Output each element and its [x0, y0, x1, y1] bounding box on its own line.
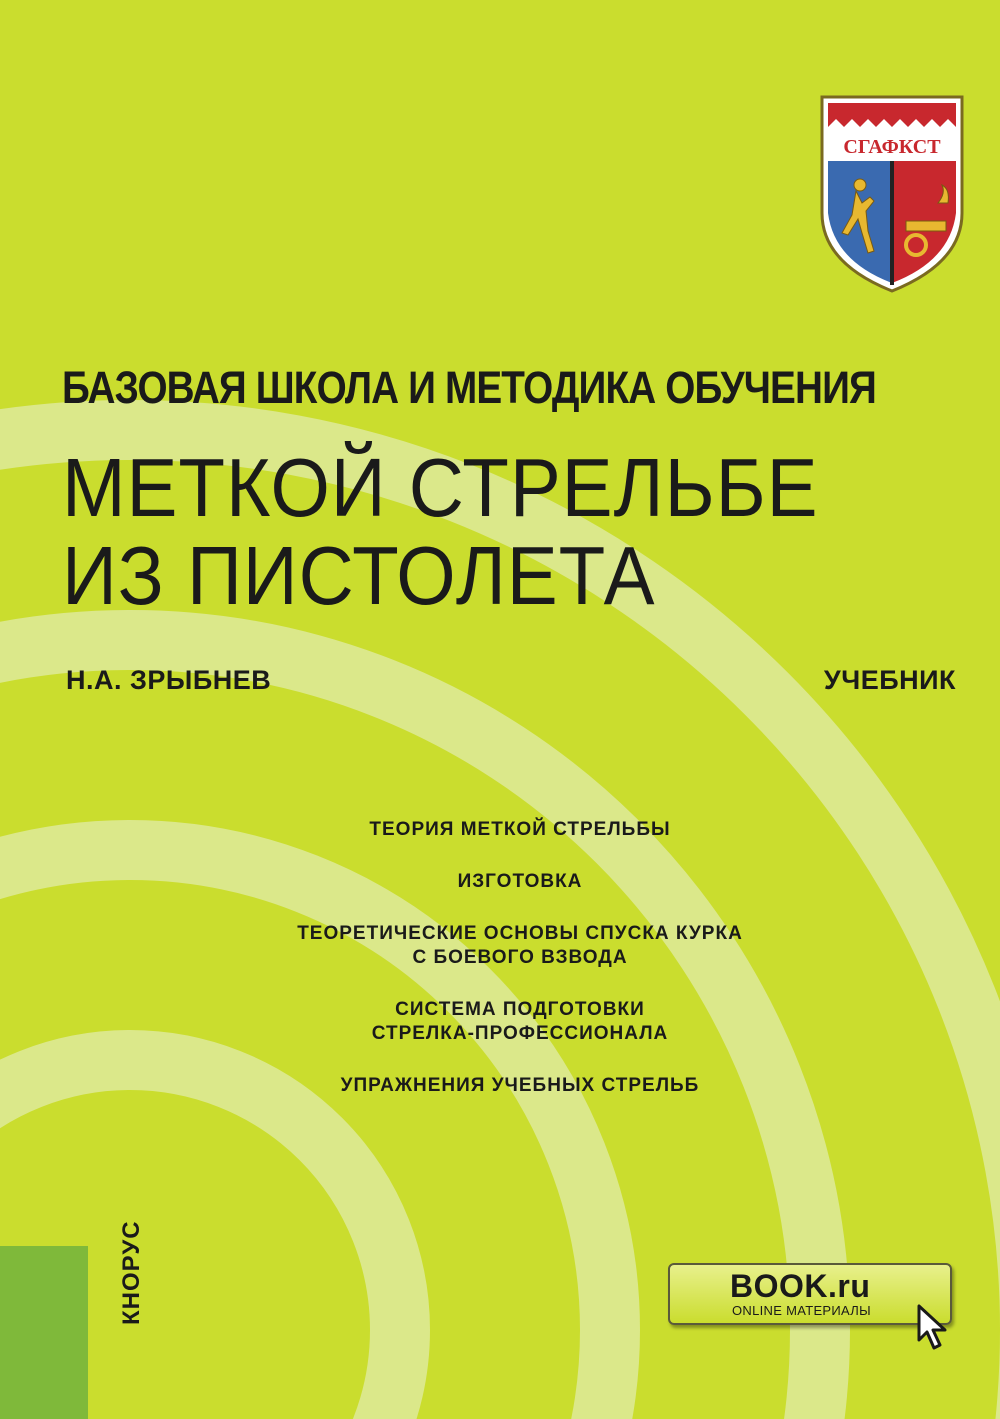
emblem-abbreviation: СГАФКСТ: [843, 136, 941, 158]
side-color-block: [0, 1246, 88, 1419]
book-type: УЧЕБНИК: [823, 665, 956, 695]
bookru-badge: [668, 1263, 952, 1325]
title-line-2: МЕТКОЙ СТРЕЛЬБЕ: [62, 441, 819, 534]
topic-item: СИСТЕМА ПОДГОТОВКИ СТРЕЛКА-ПРОФЕССИОНАЛА: [371, 999, 669, 1044]
title-line-1: БАЗОВАЯ ШКОЛА И МЕТОДИКА ОБУЧЕНИЯ: [62, 362, 876, 413]
mouse-cursor-icon: [916, 1304, 950, 1352]
topic-item: УПРАЖНЕНИЯ УЧЕБНЫХ СТРЕЛЬБ: [340, 1075, 700, 1096]
author-name: Н.А. ЗРЫБНЕВ: [66, 665, 272, 695]
coat-of-arms-icon: [818, 93, 966, 293]
bookru-title: BOOK.ru: [730, 1268, 871, 1304]
topic-item: ТЕОРЕТИЧЕСКИЕ ОСНОВЫ СПУСКА КУРКА С БОЕВОГО ВЗВОДА: [297, 923, 743, 968]
topic-list: [270, 818, 770, 1126]
title-line-3: ИЗ ПИСТОЛЕТА: [62, 529, 656, 622]
bookru-subtitle: ONLINE МАТЕРИАЛЫ: [732, 1303, 871, 1318]
publisher-name: КНОРУС: [118, 1220, 145, 1325]
topic-item: ИЗГОТОВКА: [457, 871, 583, 892]
topic-item: ТЕОРИЯ МЕТКОЙ СТРЕЛЬБЫ: [369, 819, 671, 840]
